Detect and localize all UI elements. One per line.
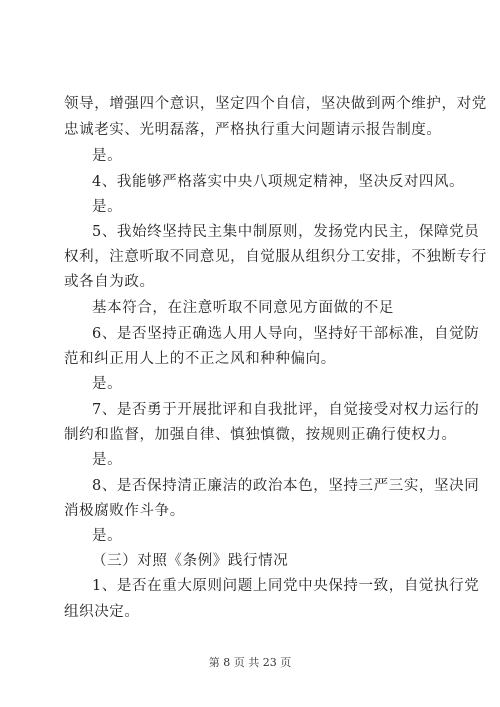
answer-line: 是。 (92, 376, 123, 392)
question-line: 5、我始终坚持民主集中制原则，发扬党内民主，保障党员 (92, 224, 480, 240)
question-line: 8、是否保持清正廉洁的政治本色，坚持三严三实，坚决同 (92, 478, 480, 494)
question-line: 或各自为政。 (64, 274, 155, 290)
section-heading: （三）对照《条例》践行情况 (92, 553, 289, 569)
question-line: 制约和监督，加强自律、慎独慎微，按规则正确行使权力。 (64, 427, 457, 443)
question-line: 1、是否在重大原则问题上同党中央保持一致，自觉执行党 (92, 578, 480, 594)
answer-line: 是。 (92, 148, 123, 164)
question-line: 范和纠正用人上的不正之风和种种偏向。 (64, 351, 336, 367)
paragraph-line: 忠诚老实、光明磊落，严格执行重大问题请示报告制度。 (64, 122, 442, 138)
question-line: 6、是否坚持正确选人用人导向，坚持好干部标准，自觉防 (92, 326, 480, 342)
answer-line: 基本符合，在注意听取不同意见方面做的不足 (92, 300, 394, 316)
paragraph-line: 领导，增强四个意识，坚定四个自信，坚决做到两个维护，对党 (64, 96, 487, 112)
answer-line: 是。 (92, 199, 123, 215)
page-footer: 第 8 页 共 23 页 (208, 656, 292, 669)
answer-line: 是。 (92, 528, 123, 544)
question-line: 7、是否勇于开展批评和自我批评，自觉接受对权力运行的 (92, 402, 480, 418)
answer-line: 是。 (92, 452, 123, 468)
question-line: 组织决定。 (64, 604, 140, 620)
question-line: 消极腐败作斗争。 (64, 503, 185, 519)
question-line: 4、我能够严格落实中央八项规定精神，坚决反对四风。 (92, 174, 465, 190)
question-line: 权利，注意听取不同意见，自觉服从组织分工安排，不独断专行 (64, 249, 487, 265)
